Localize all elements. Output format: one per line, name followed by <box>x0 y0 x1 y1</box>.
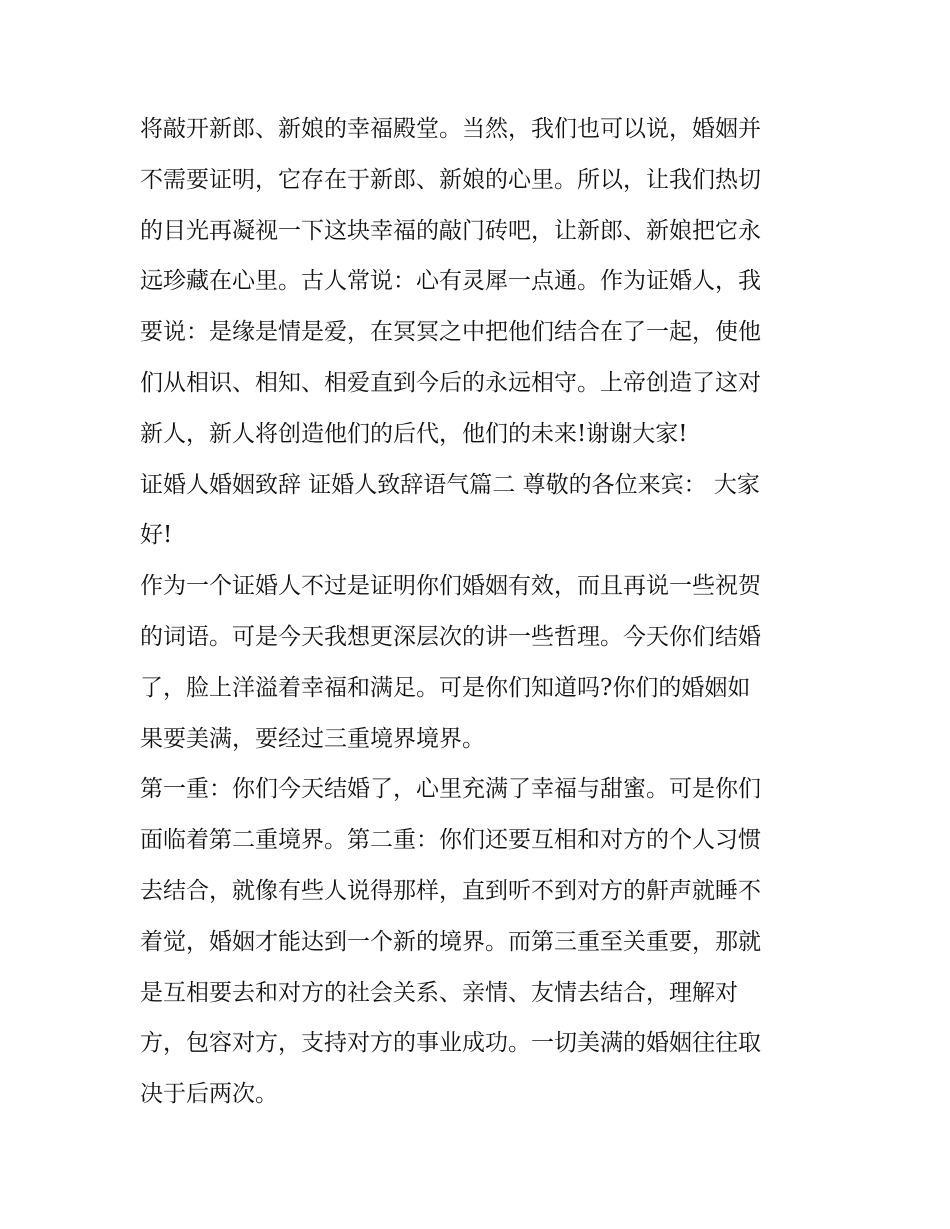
text-line: 方，包容对方，支持对方的事业成功。一切美满的婚姻往往取 <box>140 1030 761 1057</box>
text-line: 去结合，就像有些人说得那样，直到听不到对方的鼾声就睡不 <box>140 877 761 904</box>
text-line: 第一重：你们今天结婚了，心里充满了幸福与甜蜜。可是你们 <box>140 776 761 803</box>
text-line: 的目光再凝视一下这块幸福的敲门砖吧，让新郎、新娘把它永 <box>140 217 761 244</box>
section-heading-line: 证婚人婚姻致辞 证婚人致辞语气篇二 尊敬的各位来宾： 大家 <box>140 471 760 498</box>
text-line: 远珍藏在心里。古人常说：心有灵犀一点通。作为证婚人，我 <box>140 268 761 295</box>
text-line: 们从相识、相知、相爱直到今后的永远相守。上帝创造了这对 <box>140 369 761 396</box>
text-line: 不需要证明，它存在于新郎、新娘的心里。所以，让我们热切 <box>140 166 761 193</box>
text-line: 的词语。可是今天我想更深层次的讲一些哲理。今天你们结婚 <box>140 623 761 650</box>
section-heading-line: 好! <box>140 522 173 549</box>
text-line: 决于后两次。 <box>140 1081 278 1108</box>
text-line: 新人，新人将创造他们的后代，他们的未来!谢谢大家! <box>140 420 688 447</box>
text-line: 面临着第二重境界。第二重：你们还要互相和对方的个人习惯 <box>140 827 761 854</box>
text-line: 将敲开新郎、新娘的幸福殿堂。当然，我们也可以说，婚姻并 <box>140 116 761 142</box>
text-line: 要说：是缘是情是爱，在冥冥之中把他们结合在了一起，使他 <box>140 319 761 346</box>
document-body <box>140 104 820 1120</box>
text-line: 果要美满，要经过三重境界境界。 <box>140 725 485 752</box>
text-line: 着觉，婚姻才能达到一个新的境界。而第三重至关重要，那就 <box>140 928 761 955</box>
text-line: 作为一个证婚人不过是证明你们婚姻有效，而且再说一些祝贺 <box>140 573 761 600</box>
text-line: 了，脸上洋溢着幸福和满足。可是你们知道吗?你们的婚姻如 <box>140 674 751 701</box>
text-line: 是互相要去和对方的社会关系、亲情、友情去结合，理解对 <box>140 979 738 1006</box>
